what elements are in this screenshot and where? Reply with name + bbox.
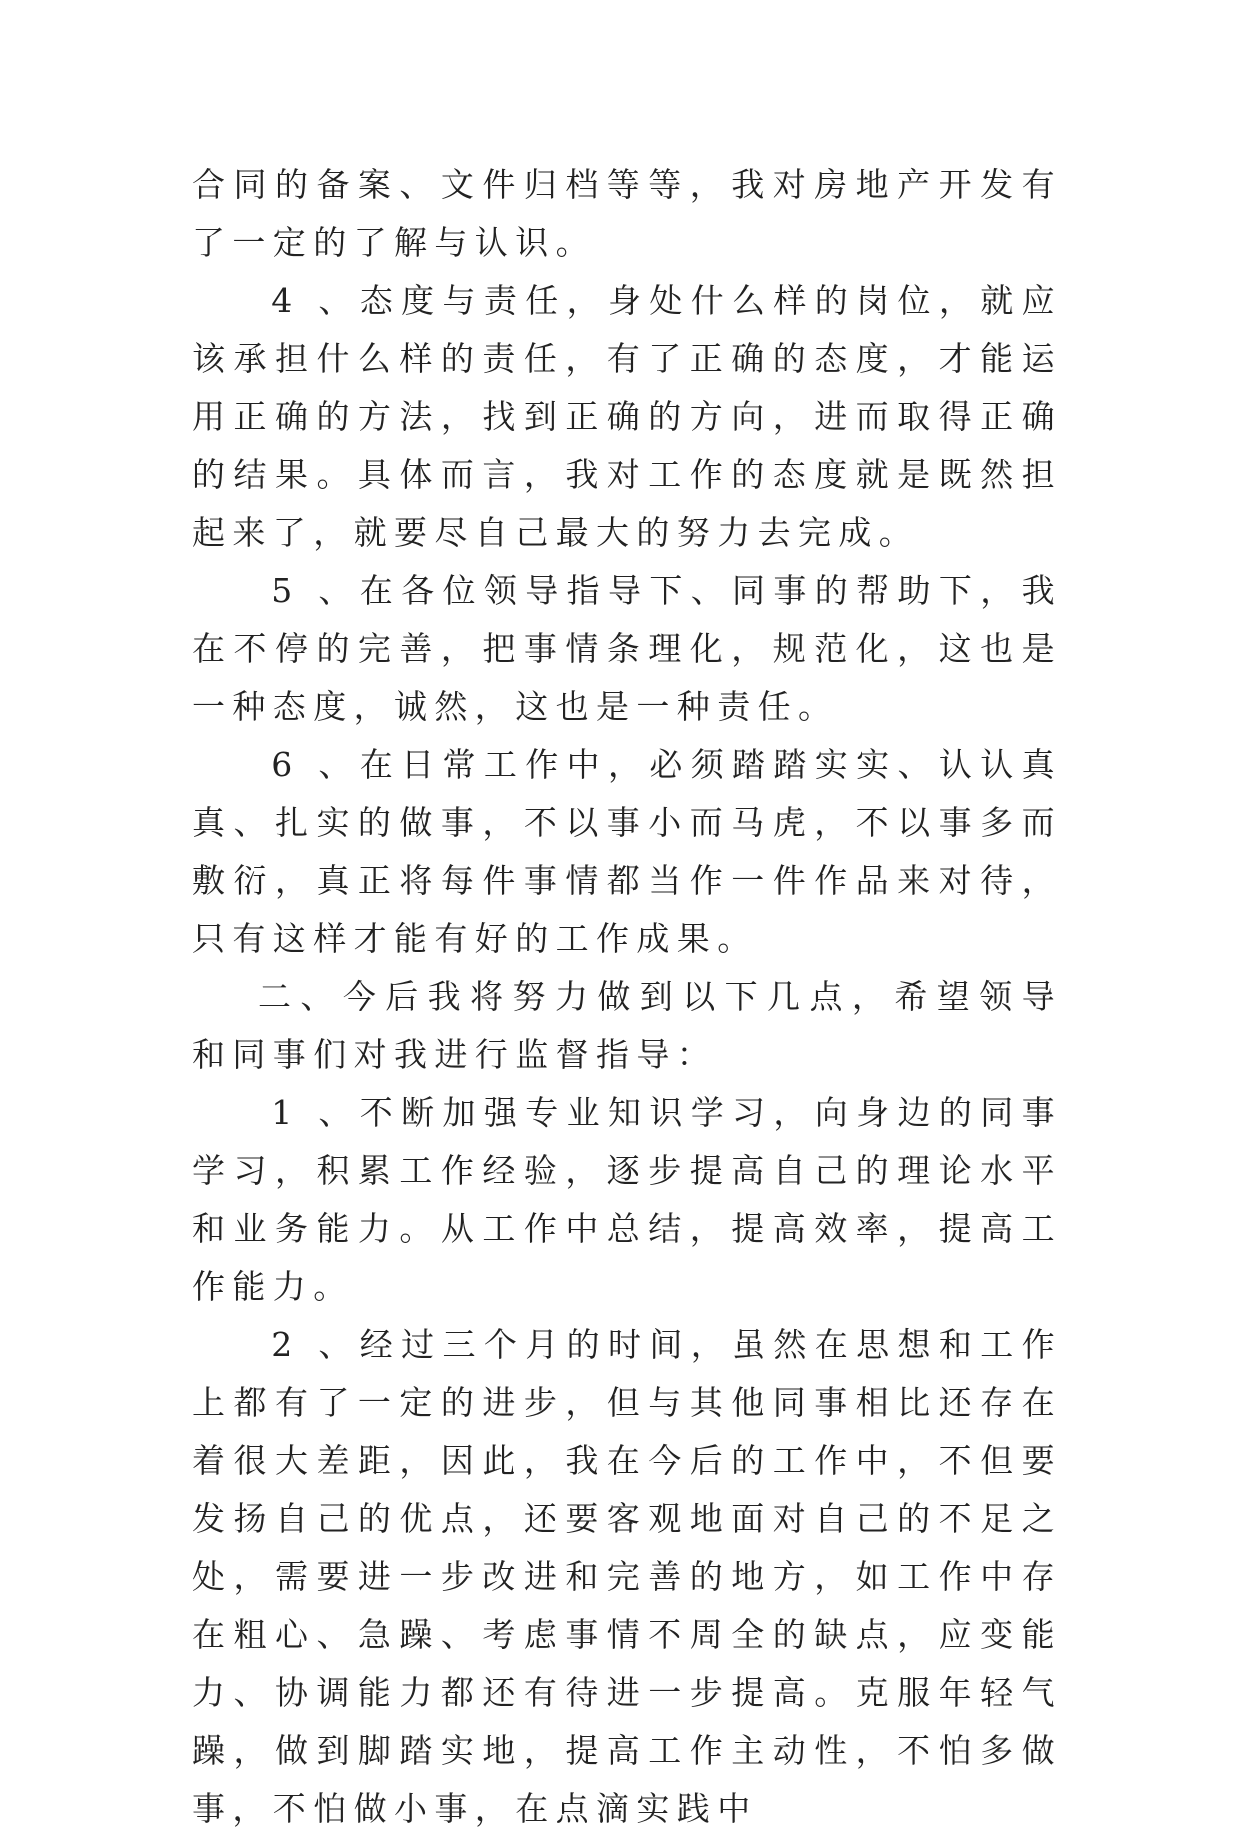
paragraph-plan-2: 2 、经过三个月的时间，虽然在思想和工作上都有了一定的进步，但与其他同事相比还存在着很大差距，因此，我在今后的工作中，不但要发扬自己的优点，还要客观地面对自己的不足之处，需要进一步改进和完善的地方，如工作中存在粗心、急躁、考虑事情不周全的缺点，应变能力、协调能力都还有待进一步提高。克服年轻气躁，做到脚踏实地，提高工作主动性，不怕多做事，不怕做小事，在点滴实践中 bbox=[192, 1325, 1062, 1828]
paragraph-plan-1: 1 、不断加强专业知识学习，向身边的同事学习，积累工作经验，逐步提高自己的理论水平和业务能力。从工作中总结，提高效率，提高工作能力。 bbox=[192, 1093, 1062, 1306]
document-body bbox=[192, 156, 1062, 1838]
paragraph-continuation: 合同的备案、文件归档等等，我对房地产开发有了一定的了解与认识。 bbox=[192, 165, 1062, 262]
paragraph-item-4: 4 、态度与责任，身处什么样的岗位，就应该承担什么样的责任，有了正确的态度，才能运用正确的方法，找到正确的方向，进而取得正确的结果。具体而言，我对工作的态度就是既然担起来了，就要尽自己最大的努力去完成。 bbox=[192, 281, 1062, 552]
paragraph-item-5: 5 、在各位领导指导下、同事的帮助下，我在不停的完善，把事情条理化，规范化，这也是一种态度，诚然，这也是一种责任。 bbox=[192, 571, 1062, 726]
section-heading-two: 二、今后我将努力做到以下几点，希望领导和同事们对我进行监督指导： bbox=[192, 977, 1062, 1074]
paragraph-item-6: 6 、在日常工作中，必须踏踏实实、认认真真、扎实的做事，不以事小而马虎，不以事多而敷衍，真正将每件事情都当作一件作品来对待，只有这样才能有好的工作成果。 bbox=[192, 745, 1062, 958]
